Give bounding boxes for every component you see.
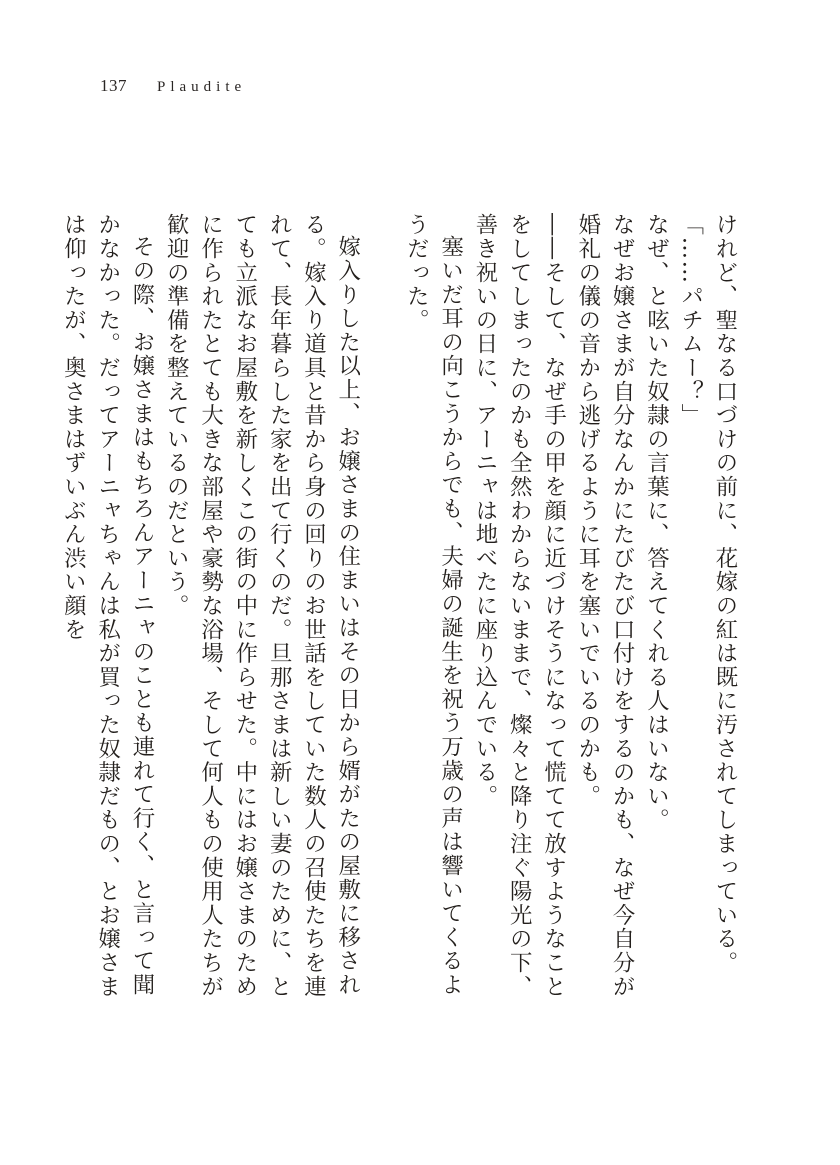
paragraph-8: その際、お嬢さまはもちろんアーニャのことも連れて行く、と言って聞かなかった。だってアーニャちゃんは私が買った奴隷だもの、とお嬢さまは仰ったが、奥さまはずいぶん渋い顔を xyxy=(60,213,155,999)
paragraph-2: 「……パチムー？」 xyxy=(677,213,704,428)
running-header xyxy=(100,76,246,100)
paragraph-4: なぜお嬢さまが自分なんかにたびたび口付けをするのかも、なぜ今自分が婚礼の儀の音から逃げるように耳を塞いでいるのかも。 xyxy=(574,213,636,999)
paragraph-5: ――そして、なぜ手の甲を顔に近づけそうになって慌てて放すようなことをしてしまったのかも全然わからないままで、燦々と降り注ぐ陽光の下、善き祝いの日に、アーニャは地べたに座り込んでいる。 xyxy=(471,213,567,999)
paragraph-6: 塞いだ耳の向こうからでも、夫婦の誕生を祝う万歳の声は響いてくるようだった。 xyxy=(403,213,464,997)
paragraph-7: 嫁入りした以上、お嬢さまの住まいはその日から婿がたの屋敷に移される。嫁入り道具と昔から身の回りのお世話をしていた数人の召使たちを連れて、長年暮らした家を出て行くのだ。旦那さまは新しい妻のために、とても立派なお屋敷を新しくこの街の中に作らせた。中にはお嬢さまのために作られたとても大きな部屋や豪勢な浴場、そして何人もの使用人たちが歓迎の準備を整えているのだという。 xyxy=(163,213,361,999)
page-number: 137 xyxy=(100,76,127,95)
paragraph-3: なぜ、と呟いた奴隷の言葉に、答えてくれる人はいない。 xyxy=(643,213,670,832)
paragraph-1: けれど、聖なる口づけの前に、花嫁の紅は既に汚されてしまっている。 xyxy=(712,213,738,975)
body-text xyxy=(60,213,742,1003)
running-title: Plaudite xyxy=(157,79,247,95)
